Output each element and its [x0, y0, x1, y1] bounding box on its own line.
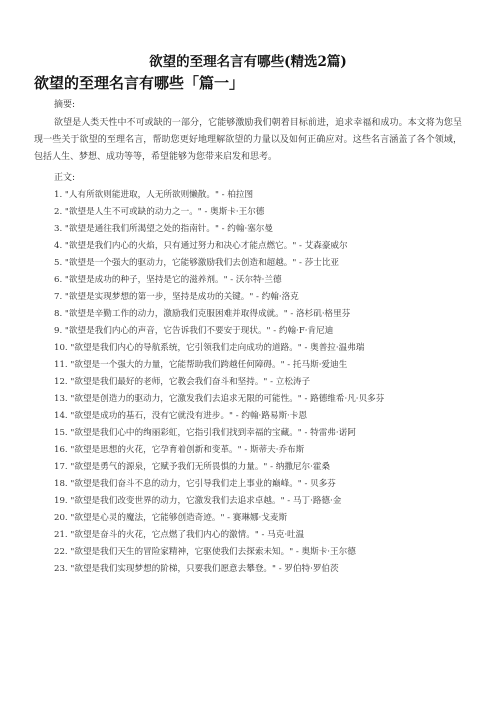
quote-item: 6. "欲望是成功的种子，坚持是它的滋养剂。" - 沃尔特·兰德	[54, 275, 282, 285]
quote-item: 23. "欲望是我们实现梦想的阶梯，只要我们愿意去攀登。" - 罗伯特·罗伯茨	[54, 564, 339, 574]
quote-item: 20. "欲望是心灵的魔法，它能够创造奇迹。" - 赛琳娜·戈麦斯	[54, 513, 288, 523]
quote-item: 19. "欲望是我们改变世界的动力，它激发我们去追求卓越。" - 马丁·路德·金	[54, 496, 342, 506]
quote-item: 10. "欲望是我们内心的导航系统，它引领我们走向成功的道路。" - 奥普拉·温弗瑞	[54, 343, 365, 353]
section-title: 欲望的至理名言有哪些「篇一」	[34, 74, 245, 92]
quote-item: 14. "欲望是成功的基石，没有它就没有进步。" - 约翰·路易斯·卡恩	[54, 411, 307, 421]
abstract-label: 摘要:	[54, 100, 76, 110]
quote-item: 16. "欲望是思想的火花，它孕育着创新和变革。" - 斯蒂夫·乔布斯	[54, 445, 305, 455]
quote-item: 12. "欲望是我们最好的老师，它教会我们奋斗和坚持。" - 立松涛子	[54, 377, 311, 387]
quote-item: 4. "欲望是我们内心的火焰，只有通过努力和决心才能点燃它。" - 艾森豪威尔	[54, 241, 348, 251]
quote-item: 11. "欲望是一个强大的力量，它能帮助我们跨越任何障碍。" - 托马斯·爱迪生	[54, 360, 348, 370]
quote-item: 13. "欲望是创造力的驱动力，它激发我们去追求无限的可能性。" - 路德维希·凡·贝多芬	[54, 394, 385, 404]
quote-item: 22. "欲望是我们天生的冒险家精神，它驱使我们去探索未知。" - 奥斯卡·王尔德	[54, 547, 356, 557]
body-label: 正文:	[54, 173, 76, 183]
quote-item: 8. "欲望是辛勤工作的动力，激励我们克服困难并取得成就。" - 洛杉矶·格里芬	[54, 309, 351, 319]
quote-item: 2. "欲望是人生不可或缺的动力之一。" - 奥斯卡·王尔德	[54, 207, 265, 217]
quote-item: 21. "欲望是奋斗的火花，它点燃了我们内心的激情。" - 马克·吐温	[54, 530, 305, 540]
quote-item: 5. "欲望是一个强大的驱动力，它能够激励我们去创造和超越。" - 莎士比亚	[54, 258, 340, 268]
quote-list	[34, 187, 462, 578]
document-title: 欲望的至理名言有哪些(精选2篇)	[149, 54, 347, 70]
quote-item: 17. "欲望是勇气的源泉，它赋予我们无所畏惧的力量。" - 纳撒尼尔·霍桑	[54, 462, 331, 472]
abstract-paragraph: 欲望是人类天性中不可或缺的一部分，它能够激励我们朝着目标前进，追求幸福和成功。本文将为您呈现一些关于欲望的至理名言，帮助您更好地理解欲望的力量以及如何正确应对。这些名言涵盖了各个领域，包括人生、梦想、成功等等，希望能够为您带来启发和思考。	[34, 118, 462, 162]
quote-item: 18. "欲望是我们奋斗不息的动力，它引导我们走上事业的巅峰。" - 贝多芬	[54, 479, 336, 489]
quote-item: 1. "人有所欲则能进取，人无所欲则懒散。" - 柏拉图	[54, 190, 254, 200]
quote-item: 3. "欲望是通往我们所渴望之处的指南针。" - 约翰·塞尔曼	[54, 224, 273, 234]
quote-item: 7. "欲望是实现梦想的第一步，坚持是成功的关键。" - 约翰·洛克	[54, 292, 299, 302]
quote-item: 9. "欲望是我们内心的声音，它告诉我们不要安于现状。" - 约翰·F·肯尼迪	[54, 326, 334, 336]
quote-item: 15. "欲望是我们心中的绚丽彩虹，它指引我们找到幸福的宝藏。" - 特雷弗·诺阿	[54, 428, 356, 438]
